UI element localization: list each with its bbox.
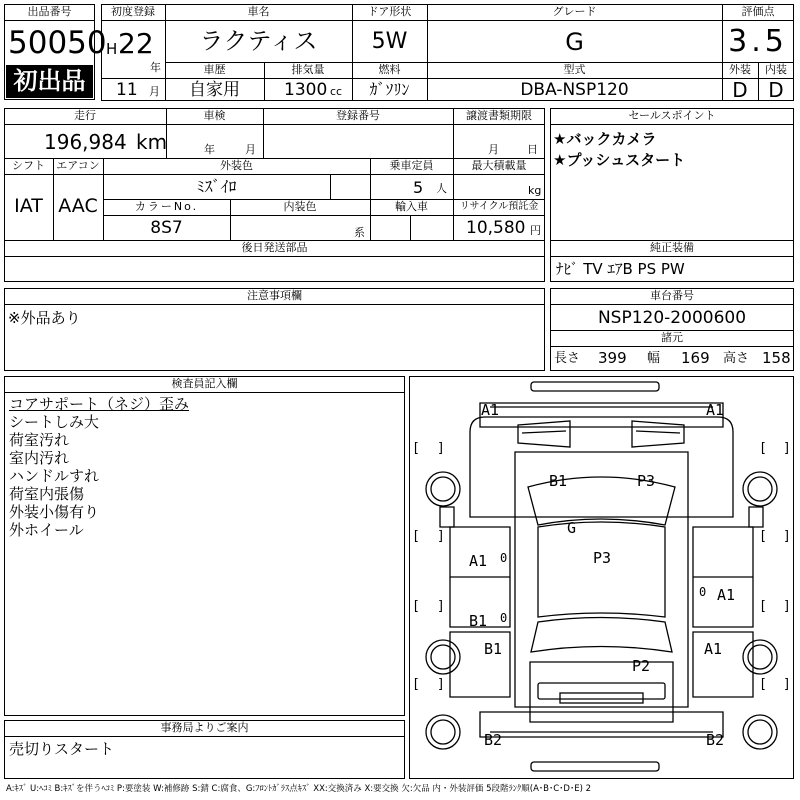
inspector-line: 室内汚れ — [9, 449, 70, 467]
sales-label: セールスポイント — [628, 109, 716, 122]
office-text: 売切りスタート — [9, 740, 115, 758]
inspector-lines — [9, 395, 399, 539]
bracket-mark: [ — [759, 529, 767, 544]
transfer-month-unit: 月 — [488, 143, 499, 156]
mileage-unit: km — [136, 130, 168, 154]
reg-year: 22 — [118, 27, 154, 60]
intcolor-unit: 系 — [354, 226, 365, 239]
inspector-line: 荷室汚れ — [9, 431, 70, 449]
int-grade: D — [768, 78, 784, 102]
inspector-line: 外ホイール — [9, 521, 84, 539]
bracket-mark: [ — [759, 599, 767, 614]
bracket-mark: ] — [783, 529, 791, 544]
transfer-day-unit: 日 — [527, 143, 538, 156]
import-label: 輸入車 — [395, 200, 428, 213]
lot-number: 50050 — [8, 25, 107, 61]
reg-month-unit: 月 — [149, 85, 160, 98]
reg-label: 初度登録 — [111, 5, 155, 18]
displacement-label: 排気量 — [291, 63, 325, 76]
damage-mark: A1 — [717, 586, 736, 604]
zero-mark: 0 — [500, 611, 508, 625]
insp-year-unit: 年 — [204, 143, 215, 156]
mileage-label: 走行 — [74, 109, 96, 122]
shift: IAT — [14, 195, 43, 217]
displacement: 1300 — [284, 80, 328, 100]
car-name: ラクティス — [199, 27, 318, 55]
damage-mark: B1 — [484, 640, 503, 658]
hgt-label: 高さ — [723, 351, 750, 366]
reg-era: H — [106, 40, 118, 58]
ac-label: エアコン — [56, 159, 100, 172]
len: 399 — [598, 349, 627, 367]
capacity: 5 — [413, 178, 424, 197]
insp-month-unit: 月 — [245, 143, 256, 156]
chassis-number: NSP120-2000600 — [597, 308, 747, 328]
colorno-label: カラーNo. — [134, 200, 199, 213]
recycle-label: リサイクル預託金 — [459, 201, 539, 212]
colorno: 8S7 — [150, 218, 183, 238]
ac: AAC — [58, 195, 98, 217]
model: DBA-NSP120 — [520, 80, 629, 100]
damage-mark: B2 — [484, 731, 503, 749]
bracket-mark: [ — [759, 677, 767, 692]
ext-grade: D — [732, 78, 748, 102]
load-unit: kg — [528, 184, 542, 197]
office-label: 事務局よりご案内 — [160, 721, 249, 734]
fuel: ｶﾞｿﾘﾝ — [369, 80, 410, 99]
inspector-line: 外装小傷有り — [9, 503, 100, 521]
displacement-unit: cc — [330, 85, 343, 98]
len-label: 長さ — [554, 351, 581, 366]
ext-grade-label: 外装 — [729, 63, 751, 76]
bracket-mark: [ — [759, 441, 767, 456]
chassis-label: 車台番号 — [650, 289, 694, 302]
recycle-unit: 円 — [530, 224, 541, 237]
damage-mark: B2 — [706, 731, 725, 749]
damage-mark: P3 — [593, 549, 612, 567]
later-parts-label: 後日発送部品 — [241, 241, 308, 254]
bracket-mark: [ — [412, 441, 420, 456]
capacity-unit: 人 — [436, 182, 447, 195]
damage-mark: A1 — [469, 552, 488, 570]
lot-label: 出品番号 — [27, 5, 72, 18]
door: 5W — [371, 29, 408, 54]
sales-point: ★プッシュスタート — [553, 151, 686, 169]
inspector-line: シートしみ大 — [9, 413, 100, 431]
bracket-mark: ] — [437, 599, 445, 614]
first-listing-text: 初出品 — [13, 67, 86, 95]
inspection-label: 車検 — [203, 109, 226, 122]
car-outline-drawing — [410, 377, 793, 778]
zero-mark: 0 — [500, 551, 508, 565]
load-label: 最大積載量 — [471, 159, 527, 172]
inspector-line: ハンドルすれ — [9, 467, 100, 485]
score: 3.5 — [728, 24, 788, 59]
history: 自家用 — [189, 80, 240, 100]
bracket-mark: ] — [437, 677, 445, 692]
damage-mark: B1 — [549, 472, 568, 490]
intcolor-label: 内装色 — [283, 200, 317, 213]
capacity-label: 乗車定員 — [389, 159, 434, 172]
inspector-label: 検査員記入欄 — [171, 377, 238, 390]
bracket-mark: ] — [783, 441, 791, 456]
reg-year-unit: 年 — [150, 61, 161, 74]
hgt: 158 — [762, 349, 791, 367]
inspector-line: コアサポート（ネジ）歪み — [9, 395, 190, 413]
int-grade-label: 内装 — [765, 63, 787, 76]
regno-label: 登録番号 — [336, 109, 380, 122]
dims-label: 諸元 — [661, 331, 683, 344]
bracket-mark: [ — [412, 599, 420, 614]
notes-text: ※外品あり — [8, 309, 81, 327]
legend: A:ｷｽﾞ U:ﾍｺﾐ B:ｷｽﾞを伴うﾍｺﾐ P:要塗装 W:補修跡 S:錆 C:腐食、G:ﾌﾛﾝﾄｶﾞﾗｽ点ｷｽﾞ XX:交換済み X:要交換 欠:欠品 内・外装評価 5段階ﾗﾝｸ順(A･B･C･D･E) 2 — [6, 784, 592, 794]
car-name-label: 車名 — [247, 5, 270, 18]
zero-mark: 0 — [699, 585, 707, 599]
wid: 169 — [681, 349, 710, 367]
damage-mark: A1 — [706, 401, 725, 419]
transfer-label: 譲渡書類期限 — [466, 109, 532, 122]
recycle: 10,580 — [466, 218, 526, 238]
shift-label: シフト — [12, 159, 45, 172]
car-diagram — [409, 376, 794, 779]
damage-mark: P2 — [632, 657, 651, 675]
bracket-mark: ] — [437, 441, 445, 456]
door-label: ドア形状 — [367, 5, 412, 18]
reg-month: 11 — [116, 80, 138, 100]
fuel-label: 燃料 — [378, 63, 401, 76]
damage-mark: A1 — [481, 401, 500, 419]
bracket-mark: ] — [783, 677, 791, 692]
inspector-line: 荷室内張傷 — [9, 485, 85, 503]
grade-label: グレード — [552, 5, 597, 18]
damage-mark: G — [567, 519, 577, 537]
damage-mark: A1 — [704, 640, 723, 658]
equip-label: 純正装備 — [650, 241, 694, 254]
score-label: 評価点 — [741, 5, 775, 18]
damage-mark: B1 — [469, 612, 488, 630]
notes-label: 注意事項欄 — [247, 289, 302, 302]
color: ﾐｽﾞｲﾛ — [196, 177, 237, 196]
sales-point: ★バックカメラ — [553, 130, 657, 148]
bracket-mark: [ — [412, 677, 420, 692]
bracket-mark: ] — [437, 529, 445, 544]
wid-label: 幅 — [647, 351, 661, 366]
equip: ﾅﾋﾞ TV ｴｱB PS PW — [556, 260, 685, 278]
bracket-mark: [ — [412, 529, 420, 544]
bracket-mark: ] — [783, 599, 791, 614]
history-label: 車歴 — [203, 63, 226, 76]
grade: G — [565, 28, 584, 56]
color-label: 外装色 — [220, 159, 253, 172]
mileage: 196,984 — [44, 130, 127, 154]
damage-mark: P3 — [637, 472, 656, 490]
model-label: 型式 — [563, 63, 586, 76]
